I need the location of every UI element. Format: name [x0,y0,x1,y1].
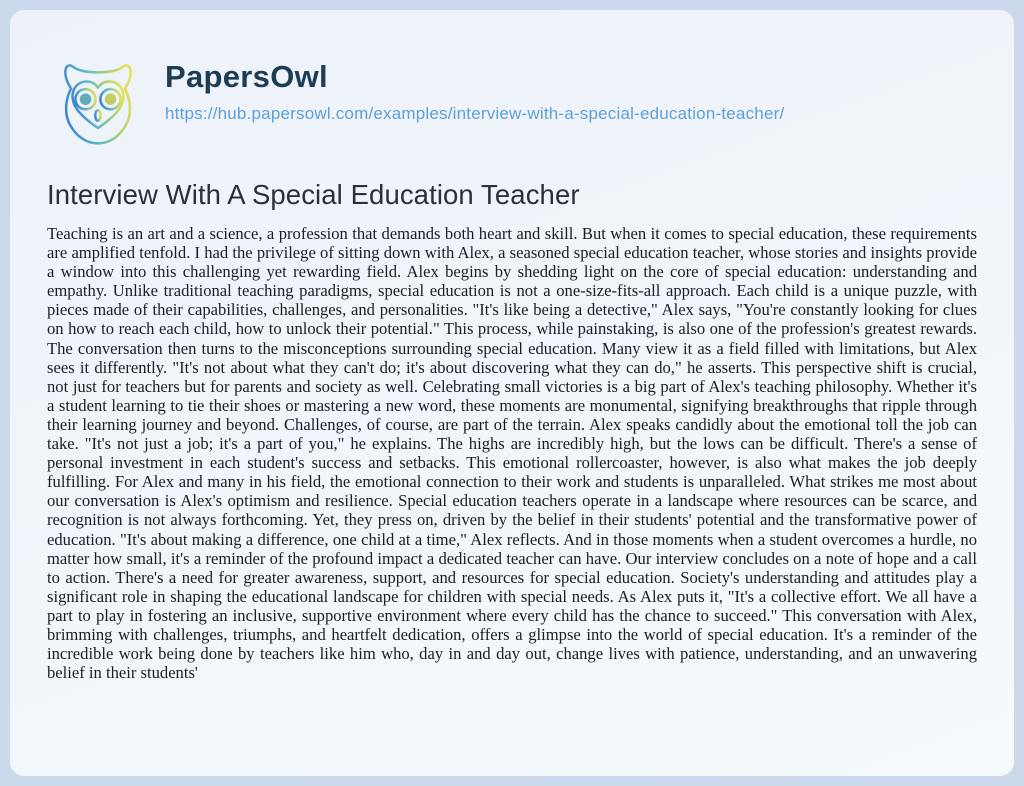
article-body: Teaching is an art and a science, a profession that demands both heart and skill. But when it comes to special education, these requirements are amplified tenfold. I had the privilege of sitting down with Alex, a seasoned special education teacher, whose stories and insights provide a window into this challenging yet rewarding field. Alex begins by shedding light on the core of special education: understanding and empathy. Unlike traditional teaching paradigms, special education is not a one-size-fits-all approach. Each child is a unique puzzle, with pieces made of their capabilities, challenges, and personalities. "It's like being a detective," Alex says, "You're constantly looking for clues on how to reach each child, how to unlock their potential." This process, while painstaking, is also one of the profession's greatest rewards. The conversation then turns to the misconceptions surrounding special education. Many view it as a field filled with limitations, but Alex sees it differently. "It's not about what they can't do; it's about discovering what they can do," he asserts. This perspective shift is crucial, not just for teachers but for parents and society as well. Celebrating small victories is a big part of Alex's teaching philosophy. Whether it's a student learning to tie their shoes or mastering a new word, these moments are monumental, signifying breakthroughs that ripple through their learning journey and beyond. Challenges, of course, are part of the terrain. Alex speaks candidly about the emotional toll the job can take. "It's not just a job; it's a part of you," he explains. The highs are incredibly high, but the lows can be difficult. There's a sense of personal investment in each student's success and setbacks. This emotional rollercoaster, however, is also what makes the job deeply fulfilling. For Alex and many in his field, the emotional connection to their work and students is unparalleled. What strikes me most about our conversation is Alex's optimism and resilience. Special education teachers operate in a landscape where resources can be scarce, and recognition is not always forthcoming. Yet, they press on, driven by the belief in their students' potential and the transformative power of education. "It's about making a difference, one child at a time," Alex reflects. And in those moments when a student overcomes a hurdle, no matter how small, it's a reminder of the profound impact a dedicated teacher can have. Our interview concludes on a note of hope and a call to action. There's a need for greater awareness, support, and resources for special education. Society's understanding and attitudes play a significant role in shaping the educational landscape for children with special needs. As Alex puts it, "It's a collective effort. We all have a part to play in fostering an inclusive, supportive environment where every child has the chance to succeed." This conversation with Alex, brimming with challenges, triumphs, and heartfelt dedication, offers a glimpse into the world of special education. It's a reminder of the incredible work being done by teachers like him who, day in and day out, change lives with patience, understanding, and an unwavering belief in their students' [47,224,977,683]
site-header [47,56,977,152]
source-url-link[interactable]: https://hub.papersowl.com/examples/interview-with-a-special-education-teacher/ [165,104,785,124]
content-card [10,10,1014,776]
papersowl-owl-logo-icon [47,56,149,152]
brand-name: PapersOwl [165,59,328,94]
header-text-block [165,56,784,124]
page-title: Interview With A Special Education Teacher [47,179,580,210]
